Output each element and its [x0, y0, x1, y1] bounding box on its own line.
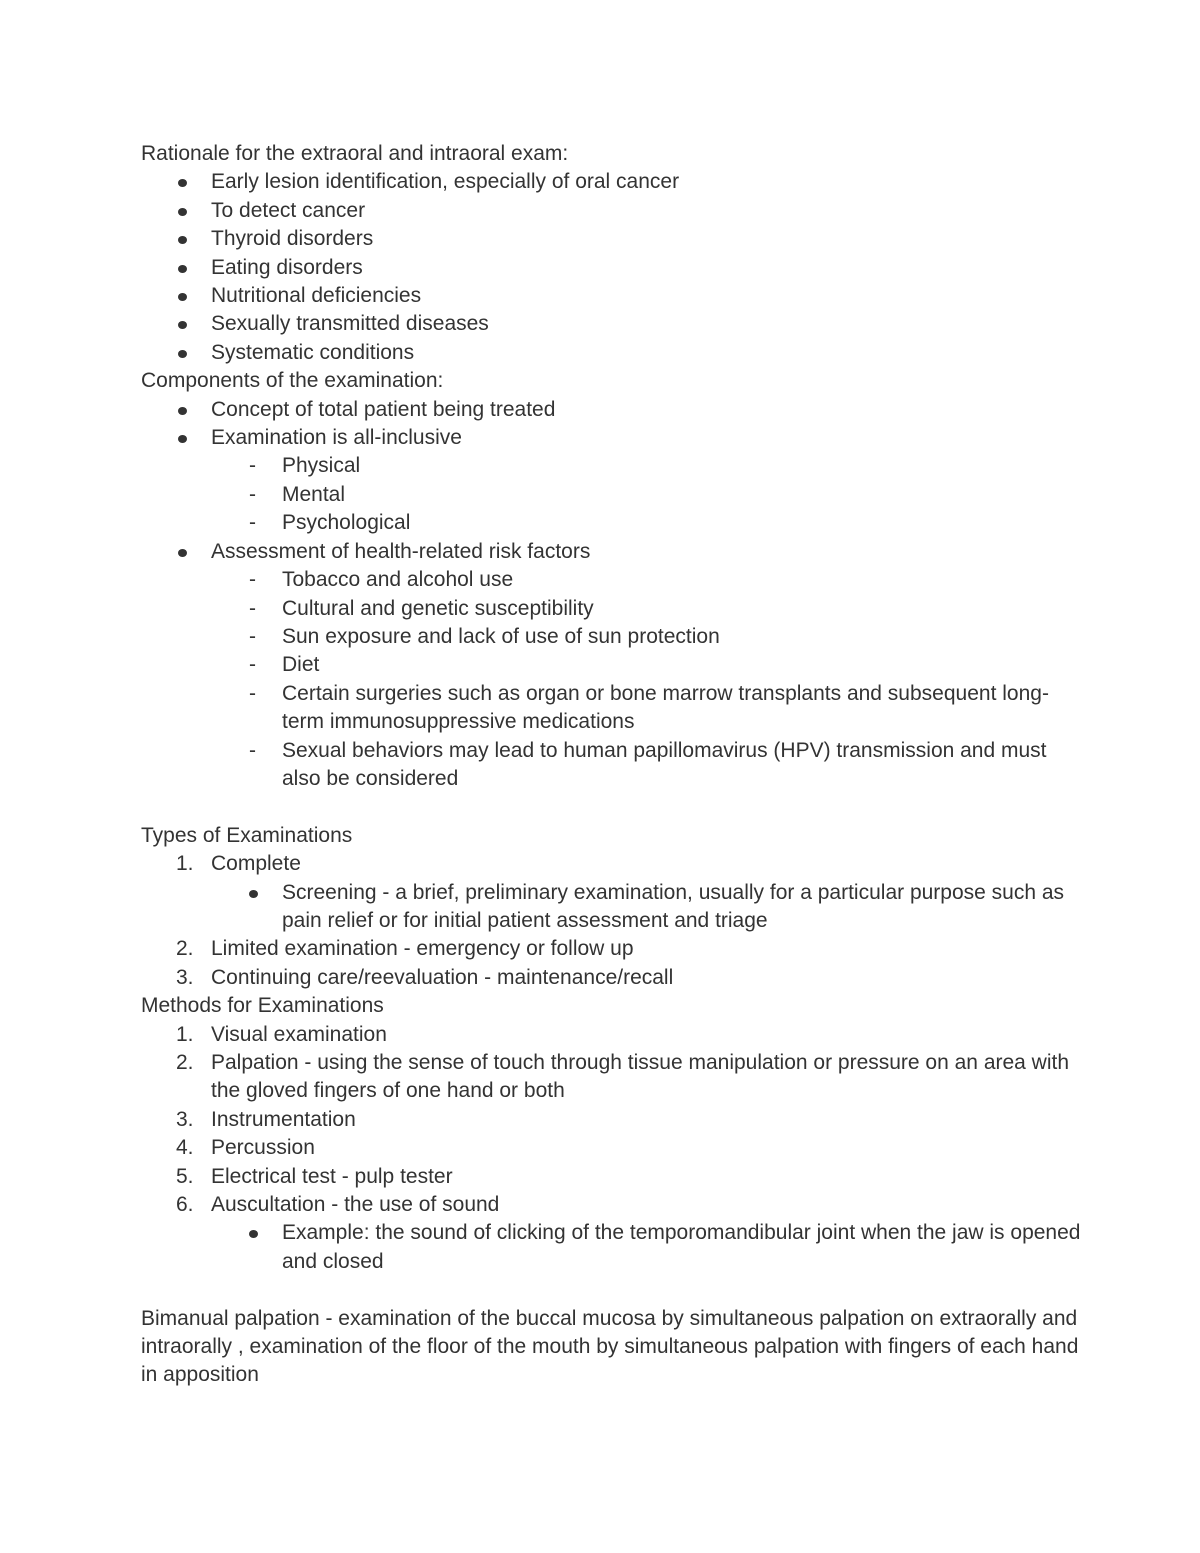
sub-list-item: - Sexual behaviors may lead to human papillomavirus (HPV) transmission and must also be considered	[141, 737, 1081, 794]
numbered-item	[141, 935, 1081, 963]
blank-line	[141, 793, 1081, 821]
sub-list-item: - Sun exposure and lack of use of sun protection	[141, 623, 1081, 651]
item-label: Instrumentation	[211, 1107, 356, 1131]
numbered-item	[141, 1049, 1081, 1106]
item-label: Percussion	[211, 1136, 315, 1160]
sub-list-item: - Mental	[141, 481, 1081, 509]
risk-sublist	[141, 566, 1081, 793]
blank-line	[141, 1276, 1081, 1304]
types-heading: Types of Examinations	[141, 823, 353, 847]
item-label: Visual examination	[211, 1022, 387, 1046]
item-number: 5.	[176, 1164, 194, 1188]
sub-list-item: Screening - a brief, preliminary examination, usually for a particular purpose such as pain relief or for initial patient assessment and triage	[141, 879, 1081, 936]
numbered-item	[141, 1191, 1081, 1219]
sub-list-item: - Tobacco and alcohol use	[141, 566, 1081, 594]
item-number: 4.	[176, 1136, 194, 1160]
sub-list-item: - Diet	[141, 651, 1081, 679]
item-number: 2.	[176, 1050, 194, 1074]
item-number: 2.	[176, 937, 194, 961]
types-list-continued	[141, 935, 1081, 992]
components-list-continued	[141, 538, 1081, 566]
list-item: Assessment of health-related risk factors	[141, 538, 1081, 566]
list-item: To detect cancer	[141, 197, 1081, 225]
components-heading: Components of the examination:	[141, 369, 444, 393]
complete-sublist	[141, 879, 1081, 936]
inclusive-sublist	[141, 452, 1081, 537]
components-list	[141, 396, 1081, 453]
numbered-item	[141, 1134, 1081, 1162]
item-number: 6.	[176, 1193, 194, 1217]
sub-list-item: Example: the sound of clicking of the temporomandibular joint when the jaw is opened and closed	[141, 1219, 1081, 1276]
item-label: Complete	[211, 852, 301, 876]
types-list	[141, 850, 1081, 878]
sub-list-item: - Cultural and genetic susceptibility	[141, 595, 1081, 623]
list-item: Eating disorders	[141, 254, 1081, 282]
list-item: Nutritional deficiencies	[141, 282, 1081, 310]
bimanual-paragraph: Bimanual palpation - examination of the buccal mucosa by simultaneous palpation on extraorally and intraorally , examination of the floor of the mouth by simultaneous palpation with fingers of each hand in apposition	[141, 1306, 1079, 1387]
list-item	[141, 424, 1081, 452]
numbered-item	[141, 1163, 1081, 1191]
item-number: 1.	[176, 852, 194, 876]
item-number: 3.	[176, 1107, 194, 1131]
auscultation-sublist	[141, 1219, 1081, 1276]
numbered-item	[141, 850, 1081, 878]
item-number: 3.	[176, 965, 194, 989]
methods-list	[141, 1021, 1081, 1220]
item-label: Limited examination - emergency or follow up	[211, 937, 634, 961]
list-item: Concept of total patient being treated	[141, 396, 1081, 424]
numbered-item	[141, 1106, 1081, 1134]
list-item: Thyroid disorders	[141, 225, 1081, 253]
rationale-heading: Rationale for the extraoral and intraoral exam:	[141, 142, 569, 165]
sub-list-item: - Certain surgeries such as organ or bone marrow transplants and subsequent long-term immunosuppressive medications	[141, 680, 1081, 737]
item-label: Continuing care/reevaluation - maintenance/recall	[211, 965, 674, 989]
item-number: 1.	[176, 1022, 194, 1046]
document-body	[141, 140, 1081, 1390]
list-item: Systematic conditions	[141, 339, 1081, 367]
numbered-item	[141, 964, 1081, 992]
sub-list-item: - Psychological	[141, 509, 1081, 537]
list-item: Early lesion identification, especially of oral cancer	[141, 168, 1081, 196]
list-item-label: Examination is all-inclusive	[211, 426, 462, 450]
item-label: Auscultation - the use of sound	[211, 1193, 500, 1217]
sub-list-item: - Physical	[141, 452, 1081, 480]
list-item: Sexually transmitted diseases	[141, 310, 1081, 338]
numbered-item	[141, 1021, 1081, 1049]
methods-heading: Methods for Examinations	[141, 994, 384, 1018]
item-label: Electrical test - pulp tester	[211, 1164, 453, 1188]
rationale-list	[141, 168, 1081, 367]
item-label: Palpation - using the sense of touch through tissue manipulation or pressure on an area with the gloved fingers of one hand or both	[211, 1050, 1070, 1103]
